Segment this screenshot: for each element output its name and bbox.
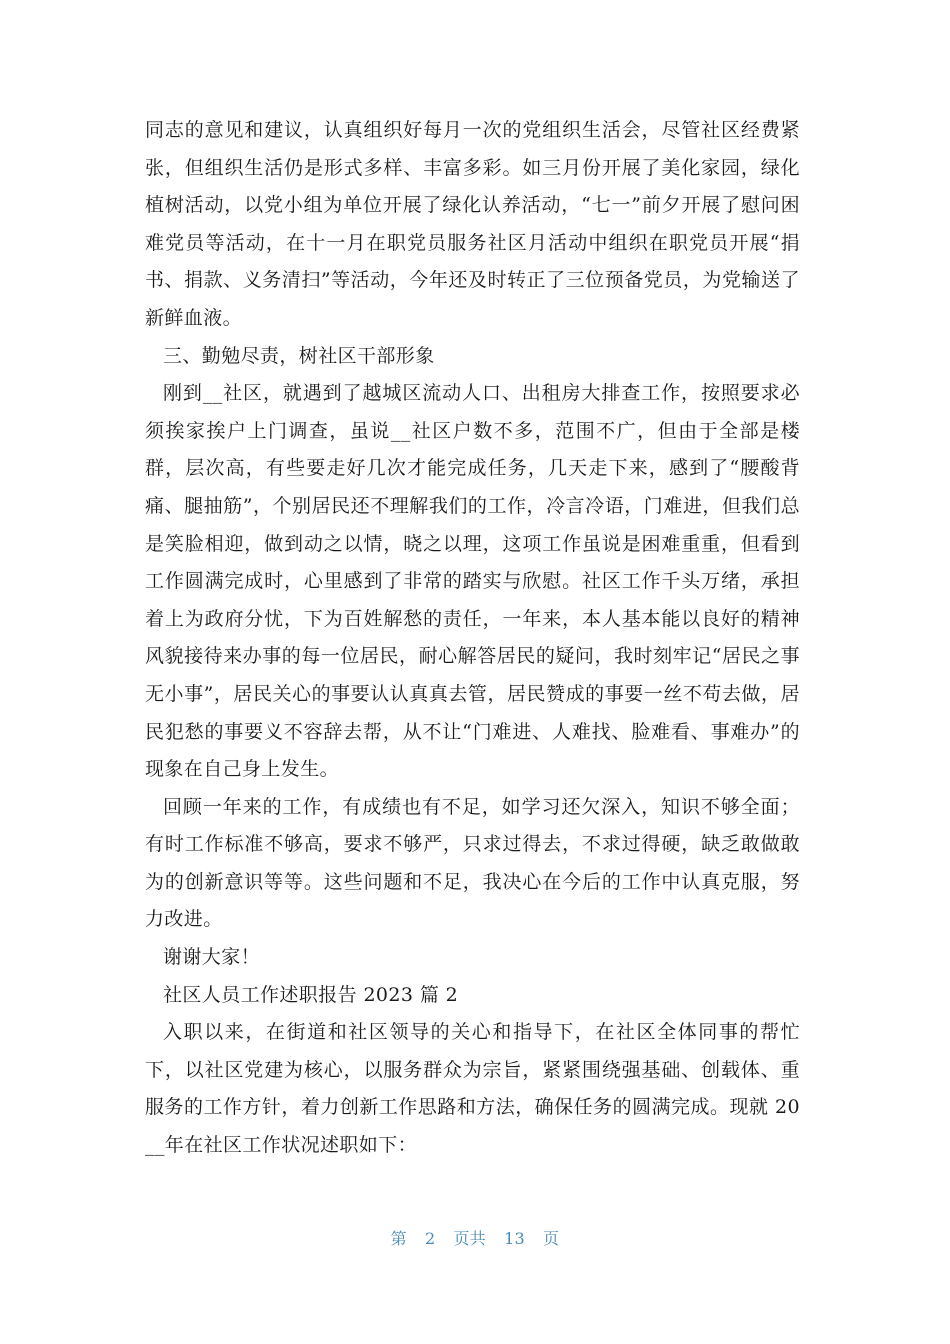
- footer-total-pages: 13: [504, 1229, 526, 1248]
- footer-suffix: 页: [543, 1229, 560, 1248]
- footer-prefix: 第: [390, 1229, 407, 1248]
- paragraph-review: 回顾一年来的工作，有成绩也有不足，如学习还欠深入，知识不够全面；有时工作标准不够高，要求不够严，只求过得去，不求过得硬，缺乏敢做敢为的创新意识等等。这些问题和不足，我决心在今后的工作中认真克服，努力改进。: [145, 795, 800, 931]
- footer-page-number: 2: [424, 1229, 436, 1248]
- paragraph-intro: 入职以来，在街道和社区领导的关心和指导下，在社区全体同事的帮忙下，以社区党建为核心，以服务群众为宗旨，紧紧围绕强基础、创载体、重服务的工作方针，着力创新工作思路和方法，确保任务的圆满完成。现就 20__年在社区工作状况述职如下：: [145, 1021, 800, 1157]
- document-body: [145, 112, 800, 1165]
- paragraph-continuation: 同志的意见和建议，认真组织好每月一次的党组织生活会，尽管社区经费紧张，但组织生活仍是形式多样、丰富多彩。如三月份开展了美化家园，绿化植树活动，以党小组为单位开展了绿化认养活动，“七一”前夕开展了慰问困难党员等活动，在十一月在职党员服务社区月活动中组织在职党员开展“捐书、捐款、义务清扫”等活动，今年还及时转正了三位预备党员，为党输送了新鲜血液。: [145, 119, 800, 329]
- footer-middle: 页共: [453, 1229, 487, 1248]
- paragraph-body: 刚到__社区，就遇到了越城区流动人口、出租房大排查工作，按照要求必须挨家挨户上门调查，虽说__社区户数不多，范围不广，但由于全部是楼群，层次高，有些要走好几次才能完成任务，几天走下来，感到了“腰酸背痛、腿抽筋”，个别居民还不理解我们的工作，冷言冷语，门难进，但我们总是笑脸相迎，做到动之以情，晓之以理，这项工作虽说是困难重重，但看到工作圆满完成时，心里感到了非常的踏实与欣慰。社区工作千头万绪，承担着上为政府分忧，下为百姓解愁的责任，一年来，本人基本能以良好的精神风貌接待来办事的每一位居民，耐心解答居民的疑问，我时刻牢记“居民之事无小事”，居民关心的事要认认真真去管，居民赞成的事要一丝不苟去做，居民犯愁的事要义不容辞去帮，从不让“门难进、人难找、脸难看、事难办”的现象在自己身上发生。: [145, 382, 800, 781]
- report-title: 社区人员工作述职报告 2023 篇 2: [163, 983, 459, 1006]
- paragraph-thanks: 谢谢大家！: [163, 946, 261, 969]
- section-heading: 三、勤勉尽责，树社区干部形象: [163, 344, 435, 367]
- page-footer: [0, 1226, 950, 1249]
